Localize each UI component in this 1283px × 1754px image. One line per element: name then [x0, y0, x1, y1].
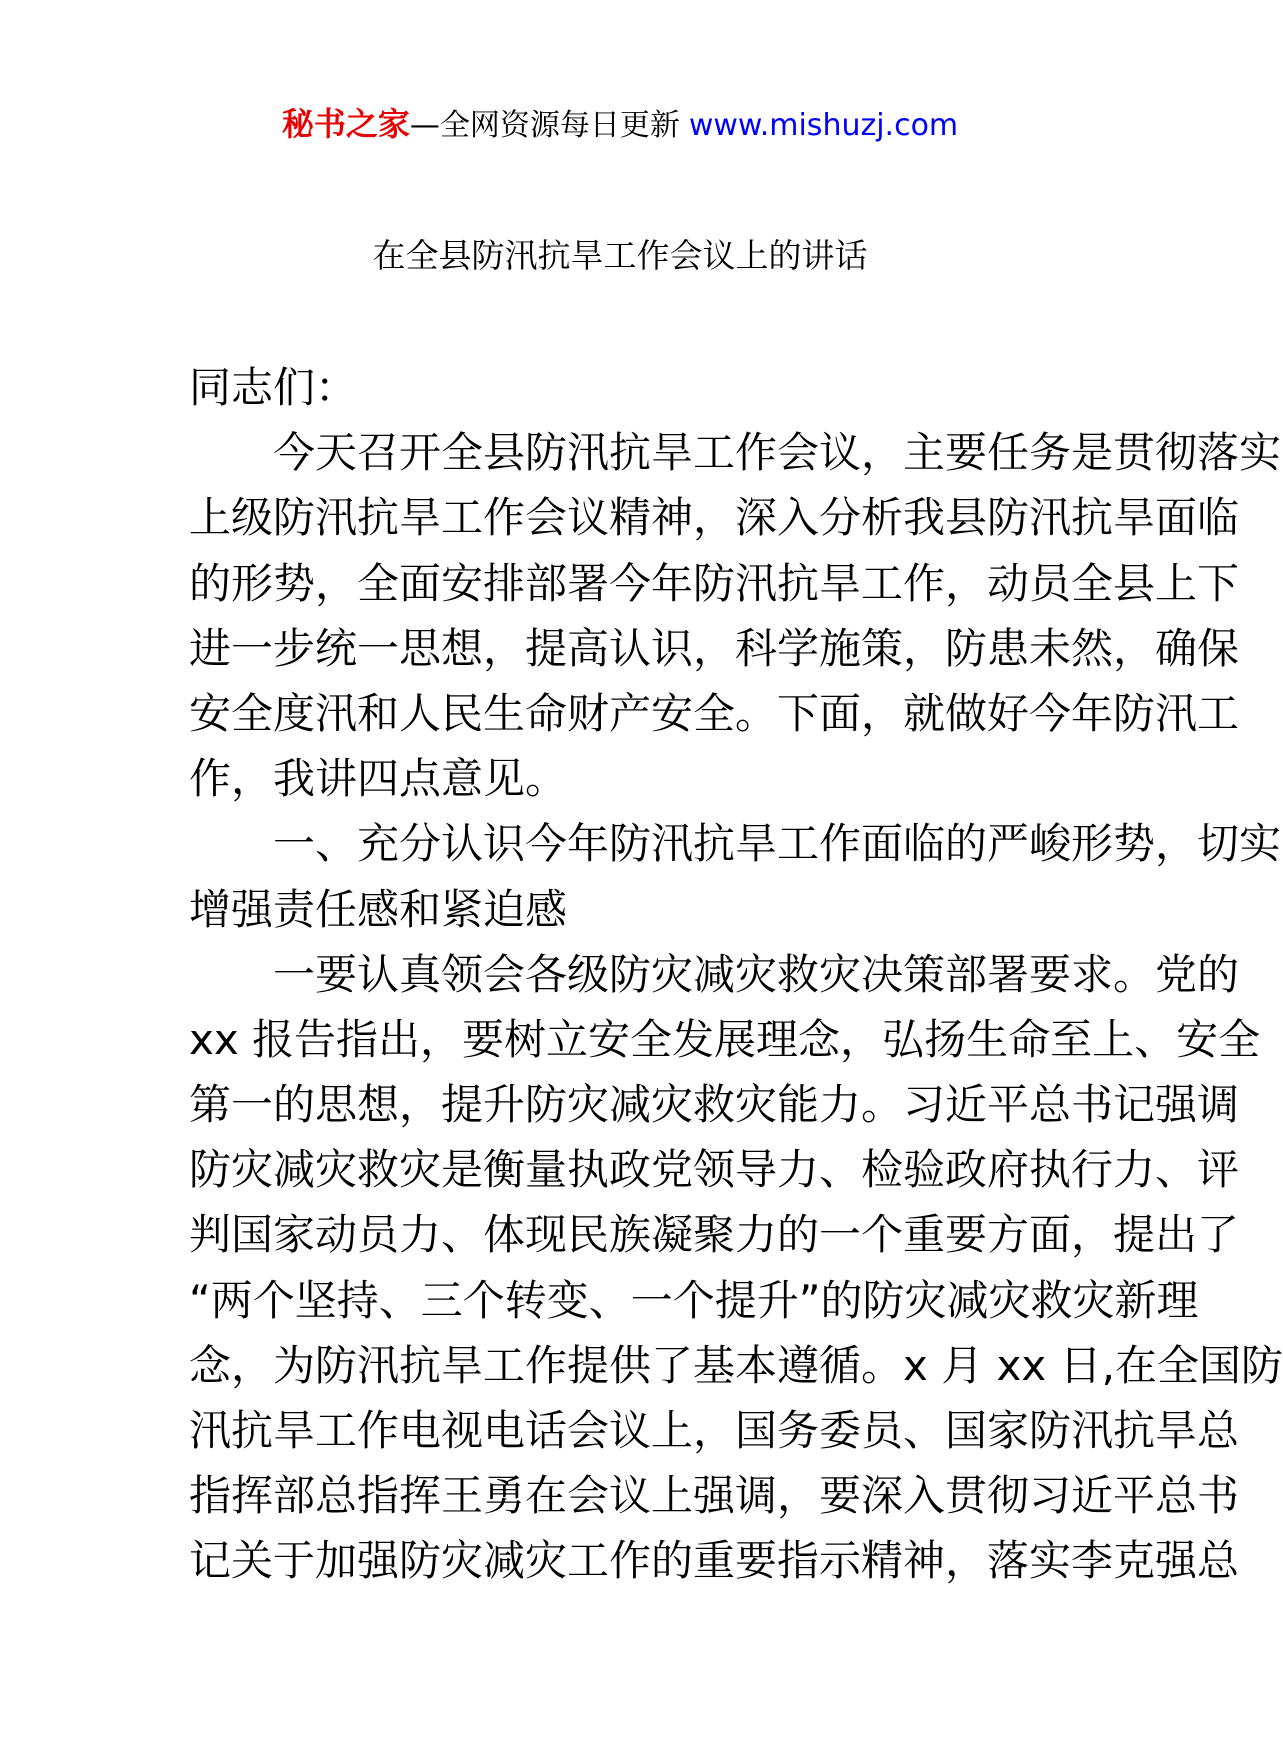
site-brand: 秘书之家	[281, 105, 410, 143]
document-body	[189, 355, 1283, 1594]
body-paragraph	[189, 942, 1283, 1594]
paragraph-line: 上级防汛抗旱工作会议精神，深入分析我县防汛抗旱面临	[189, 493, 1240, 543]
paragraph-line: xx 报告指出，要树立安全发展理念，弘扬生命至上、安全	[189, 1014, 1261, 1064]
paragraph-line: 今天召开全县防汛抗旱工作会议，主要任务是贯彻落实	[273, 428, 1282, 478]
document-title: 在全县防汛抗旱工作会议上的讲话	[372, 236, 868, 275]
paragraph-line: 的形势，全面安排部署今年防汛抗旱工作，动员全县上下	[189, 558, 1240, 608]
body-paragraph	[189, 420, 1282, 811]
paragraph-line: 念，为防汛抗旱工作提供了基本遵循。x 月 xx 日,在全国防	[189, 1340, 1283, 1390]
site-tagline: —全网资源每日更新	[409, 108, 680, 143]
paragraph-line: 进一步统一思想，提高认识，科学施策，防患未然，确保	[189, 623, 1240, 673]
salutation: 同志们：	[189, 363, 358, 412]
paragraph-line: 记关于加强防灾减灾工作的重要指示精神，落实李克强总	[189, 1536, 1240, 1586]
paragraph-line: 判国家动员力、体现民族凝聚力的一个重要方面，提出了	[189, 1210, 1240, 1260]
paragraph-line: 防灾减灾救灾是衡量执政党领导力、检验政府执行力、评	[189, 1145, 1240, 1195]
paragraph-line: “两个坚持、三个转变、一个提升”的防灾减灾救灾新理	[189, 1275, 1199, 1325]
paragraph-line: 第一的思想，提升防灾减灾救灾能力。习近平总书记强调	[189, 1080, 1240, 1130]
paragraph-line: 一要认真领会各级防灾减灾救灾决策部署要求。党的	[273, 949, 1240, 999]
paragraph-line: 指挥部总指挥王勇在会议上强调，要深入贯彻习近平总书	[189, 1471, 1240, 1521]
site-url-link[interactable]: www.mishuzj.com	[688, 108, 959, 143]
paragraph-line: 增强责任感和紧迫感	[189, 884, 568, 934]
site-header	[0, 104, 1240, 144]
paragraph-line: 安全度汛和人民生命财产安全。下面，就做好今年防汛工	[189, 688, 1240, 738]
paragraph-line: 作，我讲四点意见。	[189, 754, 568, 804]
paragraph-line: 一、充分认识今年防汛抗旱工作面临的严峻形势，切实	[273, 819, 1282, 869]
body-paragraph	[189, 811, 1282, 941]
paragraph-line: 汛抗旱工作电视电话会议上，国务委员、国家防汛抗旱总	[189, 1406, 1240, 1455]
